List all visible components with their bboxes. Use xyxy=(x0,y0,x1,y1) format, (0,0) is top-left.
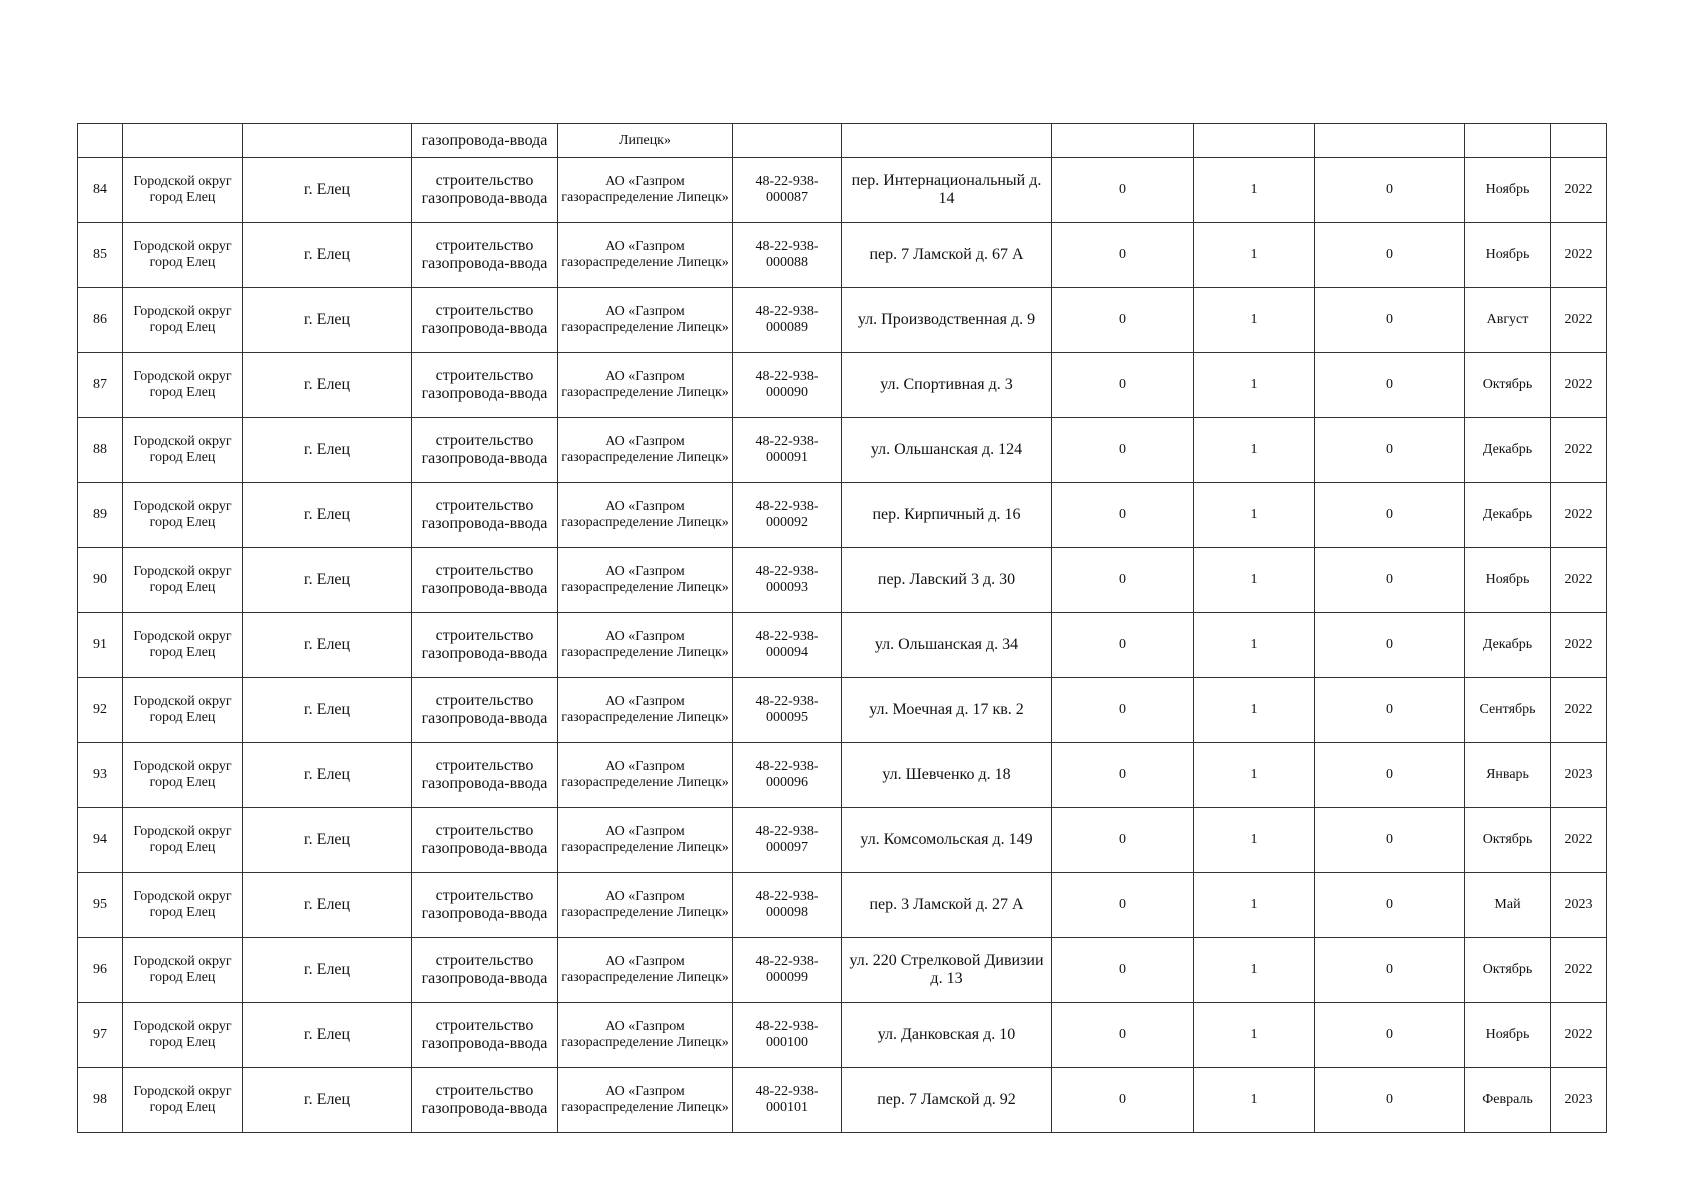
cell-city: г. Елец xyxy=(243,1068,412,1133)
cell-c1: 0 xyxy=(1052,1068,1194,1133)
cell-c1: 0 xyxy=(1052,223,1194,288)
cell-okrug: Городской округ город Елец xyxy=(123,873,243,938)
cell-city: г. Елец xyxy=(243,548,412,613)
cell-month: Октябрь xyxy=(1465,808,1551,873)
cell-city: г. Елец xyxy=(243,873,412,938)
cell-work: строительство газопровода-ввода xyxy=(412,1003,558,1068)
cell-address: ул. Ольшанская д. 124 xyxy=(842,418,1052,483)
table-row xyxy=(78,223,1607,288)
cell-c3 xyxy=(1315,124,1465,158)
cell-year: 2022 xyxy=(1551,548,1607,613)
cell-address: пер. Кирпичный д. 16 xyxy=(842,483,1052,548)
cell-num: 84 xyxy=(78,158,123,223)
cell-okrug: Городской округ город Елец xyxy=(123,1003,243,1068)
cell-c3: 0 xyxy=(1315,158,1465,223)
cell-c1: 0 xyxy=(1052,548,1194,613)
cell-work: строительство газопровода-ввода xyxy=(412,158,558,223)
cell-c3: 0 xyxy=(1315,483,1465,548)
cell-year: 2022 xyxy=(1551,808,1607,873)
table-row xyxy=(78,808,1607,873)
cell-org: АО «Газпром газораспределение Липецк» xyxy=(558,158,733,223)
cell-org: АО «Газпром газораспределение Липецк» xyxy=(558,223,733,288)
cell-org: АО «Газпром газораспределение Липецк» xyxy=(558,808,733,873)
cell-c1: 0 xyxy=(1052,938,1194,1003)
cell-c2: 1 xyxy=(1194,223,1315,288)
cell-c3: 0 xyxy=(1315,353,1465,418)
cell-address: ул. Моечная д. 17 кв. 2 xyxy=(842,678,1052,743)
cell-okrug: Городской округ город Елец xyxy=(123,678,243,743)
cell-year: 2022 xyxy=(1551,158,1607,223)
table-row xyxy=(78,678,1607,743)
cell-month: Октябрь xyxy=(1465,353,1551,418)
cell-num: 93 xyxy=(78,743,123,808)
cell-okrug: Городской округ город Елец xyxy=(123,483,243,548)
table-row xyxy=(78,873,1607,938)
cell-c2: 1 xyxy=(1194,678,1315,743)
cell-address: пер. 3 Ламской д. 27 А xyxy=(842,873,1052,938)
cell-c2 xyxy=(1194,124,1315,158)
cell-num: 90 xyxy=(78,548,123,613)
cell-c1: 0 xyxy=(1052,483,1194,548)
cell-okrug: Городской округ город Елец xyxy=(123,548,243,613)
cell-c1: 0 xyxy=(1052,418,1194,483)
table-body xyxy=(78,124,1607,1133)
cell-work: строительство газопровода-ввода xyxy=(412,483,558,548)
cell-org: АО «Газпром газораспределение Липецк» xyxy=(558,1003,733,1068)
cell-work: строительство газопровода-ввода xyxy=(412,808,558,873)
cell-c2: 1 xyxy=(1194,288,1315,353)
cell-okrug: Городской округ город Елец xyxy=(123,158,243,223)
cell-address: ул. Данковская д. 10 xyxy=(842,1003,1052,1068)
cell-reg: 48-22-938-000091 xyxy=(733,418,842,483)
cell-address: ул. 220 Стрелковой Дивизии д. 13 xyxy=(842,938,1052,1003)
cell-c1: 0 xyxy=(1052,743,1194,808)
cell-work: строительство газопровода-ввода xyxy=(412,418,558,483)
cell-address: ул. Спортивная д. 3 xyxy=(842,353,1052,418)
cell-c2: 1 xyxy=(1194,1003,1315,1068)
cell-org: Липецк» xyxy=(558,124,733,158)
cell-month: Ноябрь xyxy=(1465,548,1551,613)
cell-reg: 48-22-938-000098 xyxy=(733,873,842,938)
cell-c3: 0 xyxy=(1315,1068,1465,1133)
cell-c3: 0 xyxy=(1315,613,1465,678)
cell-year: 2022 xyxy=(1551,418,1607,483)
cell-year: 2022 xyxy=(1551,938,1607,1003)
cell-year: 2022 xyxy=(1551,223,1607,288)
cell-c2: 1 xyxy=(1194,418,1315,483)
cell-address xyxy=(842,124,1052,158)
cell-year: 2022 xyxy=(1551,613,1607,678)
cell-city: г. Елец xyxy=(243,223,412,288)
cell-org: АО «Газпром газораспределение Липецк» xyxy=(558,288,733,353)
cell-c2: 1 xyxy=(1194,873,1315,938)
cell-reg: 48-22-938-000096 xyxy=(733,743,842,808)
cell-city: г. Елец xyxy=(243,288,412,353)
table-row xyxy=(78,743,1607,808)
cell-num: 94 xyxy=(78,808,123,873)
cell-c1: 0 xyxy=(1052,158,1194,223)
cell-reg: 48-22-938-000097 xyxy=(733,808,842,873)
cell-c3: 0 xyxy=(1315,938,1465,1003)
cell-c3: 0 xyxy=(1315,1003,1465,1068)
cell-address: пер. Лавский 3 д. 30 xyxy=(842,548,1052,613)
cell-month: Ноябрь xyxy=(1465,158,1551,223)
cell-reg: 48-22-938-000090 xyxy=(733,353,842,418)
cell-work: строительство газопровода-ввода xyxy=(412,223,558,288)
cell-city: г. Елец xyxy=(243,483,412,548)
cell-address: ул. Производственная д. 9 xyxy=(842,288,1052,353)
cell-c1: 0 xyxy=(1052,678,1194,743)
cell-reg: 48-22-938-000101 xyxy=(733,1068,842,1133)
cell-address: ул. Комсомольская д. 149 xyxy=(842,808,1052,873)
table-row xyxy=(78,418,1607,483)
cell-num: 86 xyxy=(78,288,123,353)
cell-okrug: Городской округ город Елец xyxy=(123,743,243,808)
cell-c2: 1 xyxy=(1194,743,1315,808)
cell-year: 2023 xyxy=(1551,1068,1607,1133)
cell-num xyxy=(78,124,123,158)
table-row xyxy=(78,938,1607,1003)
cell-c3: 0 xyxy=(1315,743,1465,808)
cell-org: АО «Газпром газораспределение Липецк» xyxy=(558,938,733,1003)
cell-reg xyxy=(733,124,842,158)
cell-month: Ноябрь xyxy=(1465,1003,1551,1068)
cell-month: Сентябрь xyxy=(1465,678,1551,743)
cell-okrug: Городской округ город Елец xyxy=(123,613,243,678)
cell-num: 98 xyxy=(78,1068,123,1133)
cell-reg: 48-22-938-000092 xyxy=(733,483,842,548)
cell-month: Декабрь xyxy=(1465,613,1551,678)
cell-c1: 0 xyxy=(1052,873,1194,938)
table-row xyxy=(78,1003,1607,1068)
cell-month: Ноябрь xyxy=(1465,223,1551,288)
table-row xyxy=(78,288,1607,353)
cell-reg: 48-22-938-000089 xyxy=(733,288,842,353)
cell-num: 92 xyxy=(78,678,123,743)
cell-num: 85 xyxy=(78,223,123,288)
cell-org: АО «Газпром газораспределение Липецк» xyxy=(558,483,733,548)
cell-c2: 1 xyxy=(1194,353,1315,418)
cell-month: Май xyxy=(1465,873,1551,938)
cell-okrug: Городской округ город Елец xyxy=(123,223,243,288)
cell-address: ул. Шевченко д. 18 xyxy=(842,743,1052,808)
cell-okrug: Городской округ город Елец xyxy=(123,1068,243,1133)
cell-year: 2022 xyxy=(1551,288,1607,353)
table-row xyxy=(78,1068,1607,1133)
cell-year: 2022 xyxy=(1551,483,1607,548)
cell-month: Октябрь xyxy=(1465,938,1551,1003)
cell-month: Декабрь xyxy=(1465,418,1551,483)
cell-address: пер. Интернациональный д. 14 xyxy=(842,158,1052,223)
cell-org: АО «Газпром газораспределение Липецк» xyxy=(558,743,733,808)
cell-org: АО «Газпром газораспределение Липецк» xyxy=(558,1068,733,1133)
cell-reg: 48-22-938-000095 xyxy=(733,678,842,743)
cell-city: г. Елец xyxy=(243,613,412,678)
cell-city: г. Елец xyxy=(243,743,412,808)
cell-org: АО «Газпром газораспределение Липецк» xyxy=(558,418,733,483)
cell-reg: 48-22-938-000094 xyxy=(733,613,842,678)
cell-work: строительство газопровода-ввода xyxy=(412,743,558,808)
cell-city: г. Елец xyxy=(243,158,412,223)
continued-row xyxy=(78,124,1607,158)
cell-c3: 0 xyxy=(1315,548,1465,613)
cell-num: 97 xyxy=(78,1003,123,1068)
cell-reg: 48-22-938-000088 xyxy=(733,223,842,288)
gas-connection-table xyxy=(77,123,1607,1133)
cell-year xyxy=(1551,124,1607,158)
cell-c3: 0 xyxy=(1315,288,1465,353)
cell-org: АО «Газпром газораспределение Липецк» xyxy=(558,873,733,938)
cell-city: г. Елец xyxy=(243,1003,412,1068)
table-row xyxy=(78,353,1607,418)
cell-city: г. Елец xyxy=(243,678,412,743)
table-row xyxy=(78,158,1607,223)
cell-year: 2022 xyxy=(1551,678,1607,743)
cell-city xyxy=(243,124,412,158)
cell-month: Август xyxy=(1465,288,1551,353)
cell-work: строительство газопровода-ввода xyxy=(412,938,558,1003)
cell-okrug: Городской округ город Елец xyxy=(123,938,243,1003)
cell-num: 88 xyxy=(78,418,123,483)
cell-city: г. Елец xyxy=(243,808,412,873)
cell-work: строительство газопровода-ввода xyxy=(412,873,558,938)
cell-work: строительство газопровода-ввода xyxy=(412,613,558,678)
cell-c2: 1 xyxy=(1194,483,1315,548)
cell-c1: 0 xyxy=(1052,288,1194,353)
cell-num: 96 xyxy=(78,938,123,1003)
cell-year: 2023 xyxy=(1551,743,1607,808)
cell-work: строительство газопровода-ввода xyxy=(412,678,558,743)
cell-month xyxy=(1465,124,1551,158)
cell-num: 91 xyxy=(78,613,123,678)
cell-c3: 0 xyxy=(1315,808,1465,873)
cell-c1: 0 xyxy=(1052,353,1194,418)
cell-c3: 0 xyxy=(1315,678,1465,743)
cell-org: АО «Газпром газораспределение Липецк» xyxy=(558,678,733,743)
cell-c2: 1 xyxy=(1194,158,1315,223)
cell-city: г. Елец xyxy=(243,353,412,418)
cell-okrug: Городской округ город Елец xyxy=(123,353,243,418)
cell-city: г. Елец xyxy=(243,938,412,1003)
cell-okrug: Городской округ город Елец xyxy=(123,418,243,483)
table-row xyxy=(78,483,1607,548)
cell-work: строительство газопровода-ввода xyxy=(412,1068,558,1133)
cell-c1 xyxy=(1052,124,1194,158)
cell-address: пер. 7 Ламской д. 92 xyxy=(842,1068,1052,1133)
cell-month: Декабрь xyxy=(1465,483,1551,548)
cell-year: 2022 xyxy=(1551,353,1607,418)
cell-okrug: Городской округ город Елец xyxy=(123,288,243,353)
cell-org: АО «Газпром газораспределение Липецк» xyxy=(558,548,733,613)
cell-work: строительство газопровода-ввода xyxy=(412,353,558,418)
cell-c2: 1 xyxy=(1194,1068,1315,1133)
cell-c2: 1 xyxy=(1194,938,1315,1003)
table-row xyxy=(78,548,1607,613)
cell-okrug xyxy=(123,124,243,158)
cell-c1: 0 xyxy=(1052,1003,1194,1068)
cell-c2: 1 xyxy=(1194,548,1315,613)
cell-reg: 48-22-938-000087 xyxy=(733,158,842,223)
cell-work: строительство газопровода-ввода xyxy=(412,288,558,353)
cell-reg: 48-22-938-000099 xyxy=(733,938,842,1003)
cell-month: Январь xyxy=(1465,743,1551,808)
cell-c2: 1 xyxy=(1194,613,1315,678)
cell-reg: 48-22-938-000100 xyxy=(733,1003,842,1068)
cell-org: АО «Газпром газораспределение Липецк» xyxy=(558,613,733,678)
cell-work: газопровода-ввода xyxy=(412,124,558,158)
cell-num: 87 xyxy=(78,353,123,418)
cell-c3: 0 xyxy=(1315,873,1465,938)
cell-city: г. Елец xyxy=(243,418,412,483)
cell-address: пер. 7 Ламской д. 67 А xyxy=(842,223,1052,288)
cell-work: строительство газопровода-ввода xyxy=(412,548,558,613)
cell-month: Февраль xyxy=(1465,1068,1551,1133)
cell-org: АО «Газпром газораспределение Липецк» xyxy=(558,353,733,418)
cell-reg: 48-22-938-000093 xyxy=(733,548,842,613)
cell-year: 2023 xyxy=(1551,873,1607,938)
cell-c1: 0 xyxy=(1052,808,1194,873)
cell-c2: 1 xyxy=(1194,808,1315,873)
cell-num: 89 xyxy=(78,483,123,548)
table-row xyxy=(78,613,1607,678)
cell-c3: 0 xyxy=(1315,418,1465,483)
cell-c1: 0 xyxy=(1052,613,1194,678)
cell-num: 95 xyxy=(78,873,123,938)
cell-okrug: Городской округ город Елец xyxy=(123,808,243,873)
cell-year: 2022 xyxy=(1551,1003,1607,1068)
cell-address: ул. Ольшанская д. 34 xyxy=(842,613,1052,678)
cell-c3: 0 xyxy=(1315,223,1465,288)
